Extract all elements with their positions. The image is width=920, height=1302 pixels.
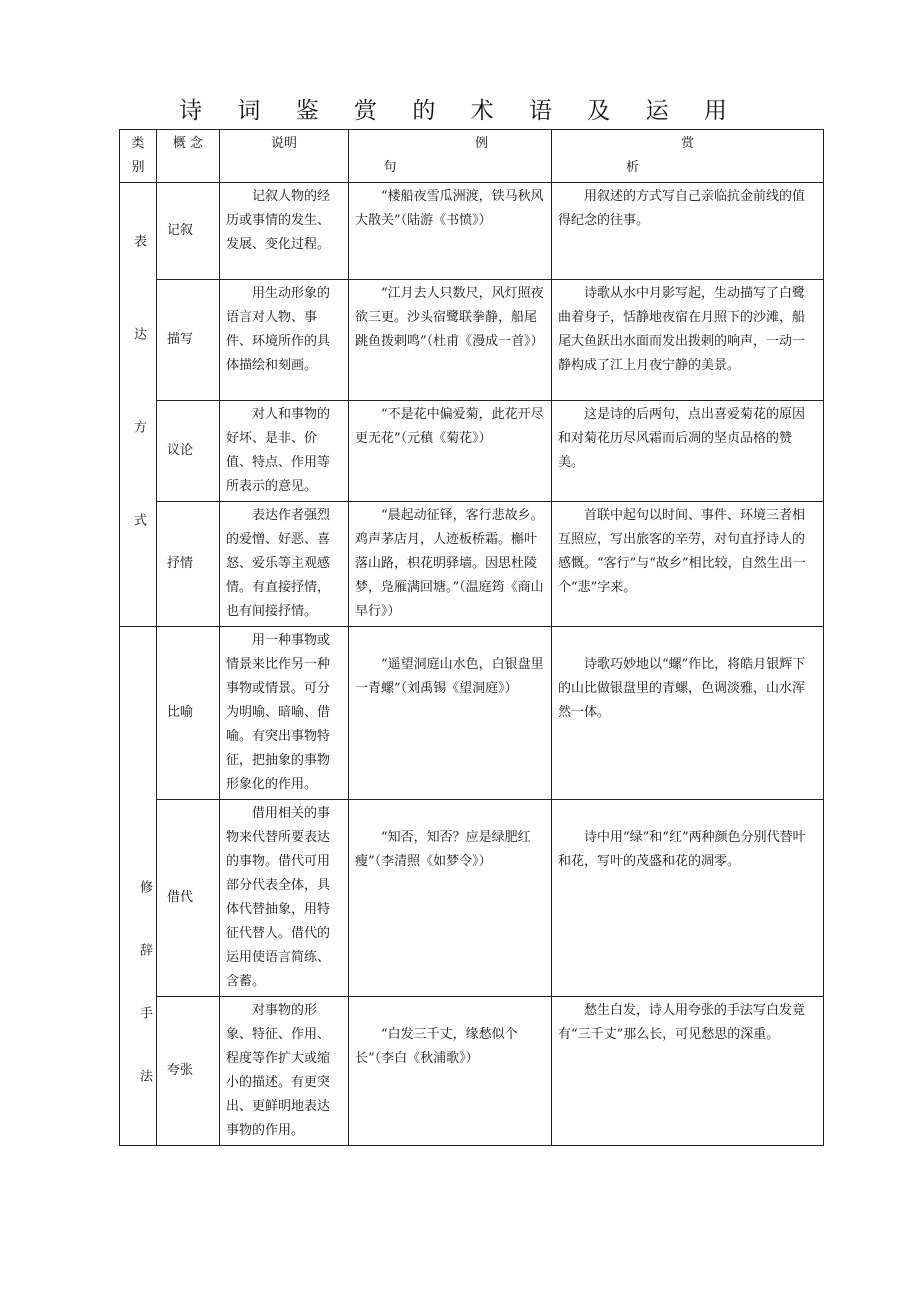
- header-concept: 概 念: [157, 130, 220, 183]
- explain-cell: 对事物的形象、特征、作用、程度等作扩大或缩小的描述。有更突出、更鲜明地表达事物的作用。: [220, 997, 349, 1146]
- example-cell: “江月去人只数尺，风灯照夜欲三更。沙头宿鹭联拳静，船尾跳鱼拨剌鸣”（杜甫《漫成一首》）: [349, 280, 552, 401]
- table-row: [120, 401, 824, 502]
- example-cell: “遥望洞庭山水色，白银盘里一青螺”（刘禹锡《望洞庭》）: [349, 627, 552, 800]
- example-cell: “楼船夜雪瓜洲渡，铁马秋风大散关”（陆游《书愤》）: [349, 183, 552, 280]
- table-row: [120, 627, 824, 800]
- example-cell: “白发三千丈，缘愁似个长”（李白《秋浦歌》）: [349, 997, 552, 1146]
- concept-cell: 描写: [157, 280, 220, 401]
- appreciate-cell: 诗中用“绿”和“红”两种颜色分别代替叶和花，写叶的茂盛和花的凋零。: [552, 800, 824, 997]
- appreciate-cell: 这是诗的后两句，点出喜爱菊花的原因和对菊花历尽风霜而后凋的坚贞品格的赞美。: [552, 401, 824, 502]
- table-row: [120, 800, 824, 997]
- concept-cell: 议论: [157, 401, 220, 502]
- example-cell: “晨起动征铎，客行悲故乡。鸡声茅店月，人迹板桥霜。槲叶落山路，枳花明驿墙。因思杜陵梦，凫雁满回塘。”（温庭筠《商山早行》）: [349, 502, 552, 627]
- table-row: [120, 183, 824, 280]
- table-row: [120, 997, 824, 1146]
- header-row: [120, 130, 824, 183]
- terms-table: [119, 129, 824, 1146]
- appreciate-cell: 诗歌巧妙地以“螺”作比，将皓月银辉下的山比做银盘里的青螺，色调淡雅，山水浑然一体。: [552, 627, 824, 800]
- concept-cell: 抒情: [157, 502, 220, 627]
- concept-cell: 借代: [157, 800, 220, 997]
- explain-cell: 用一种事物或情景来比作另一种事物或情景。可分为明喻、暗喻、借喻。有突出事物特征，把抽象的事物形象化的作用。: [220, 627, 349, 800]
- category-cell: 表达方式: [120, 183, 157, 627]
- example-cell: “不是花中偏爱菊，此花开尽更无花”（元稹《菊花》）: [349, 401, 552, 502]
- table-row: [120, 502, 824, 627]
- explain-cell: 用生动形象的语言对人物、事件、环境所作的具体描绘和刻画。: [220, 280, 349, 401]
- appreciate-cell: 用叙述的方式写自己亲临抗金前线的值得纪念的往事。: [552, 183, 824, 280]
- explain-cell: 记叙人物的经历或事情的发生、发展、变化过程。: [220, 183, 349, 280]
- appreciate-cell: 诗歌从水中月影写起，生动描写了白鹭曲着身子，恬静地夜宿在月照下的沙滩，船尾大鱼跃出水面而发出拨剌的响声，一动一静构成了江上月夜宁静的美景。: [552, 280, 824, 401]
- concept-cell: 记叙: [157, 183, 220, 280]
- category-cell: 修辞手法: [120, 627, 157, 1146]
- explain-cell: 对人和事物的好坏、是非、价值、特点、作用等所表示的意见。: [220, 401, 349, 502]
- header-example: 例句: [349, 130, 552, 183]
- example-cell: “知否，知否？应是绿肥红瘦”（李清照《如梦令》）: [349, 800, 552, 997]
- appreciate-cell: 愁生白发，诗人用夸张的手法写白发竟有“三千丈”那么长，可见愁思的深重。: [552, 997, 824, 1146]
- header-explain: 说明: [220, 130, 349, 183]
- concept-cell: 比喻: [157, 627, 220, 800]
- header-appreciate: 赏析: [552, 130, 824, 183]
- table-row: [120, 280, 824, 401]
- explain-cell: 借用相关的事物来代替所要表达的事物。借代可用部分代表全体，具体代替抽象，用特征代替人。借代的运用使语言简练、含蓄。: [220, 800, 349, 997]
- header-category: 类别: [120, 130, 157, 183]
- page-title: 诗 词 鉴 赏 的 术 语 及 运 用: [179, 98, 741, 124]
- explain-cell: 表达作者强烈的爱憎、好恶、喜怒、爱乐等主观感情。有直接抒情，也有间接抒情。: [220, 502, 349, 627]
- appreciate-cell: 首联中起句以时间、事件、环境三者相互照应，写出旅客的辛劳，对句直抒诗人的感慨。“客行”与“故乡”相比较，自然生出一个“悲”字来。: [552, 502, 824, 627]
- concept-cell: 夸张: [157, 997, 220, 1146]
